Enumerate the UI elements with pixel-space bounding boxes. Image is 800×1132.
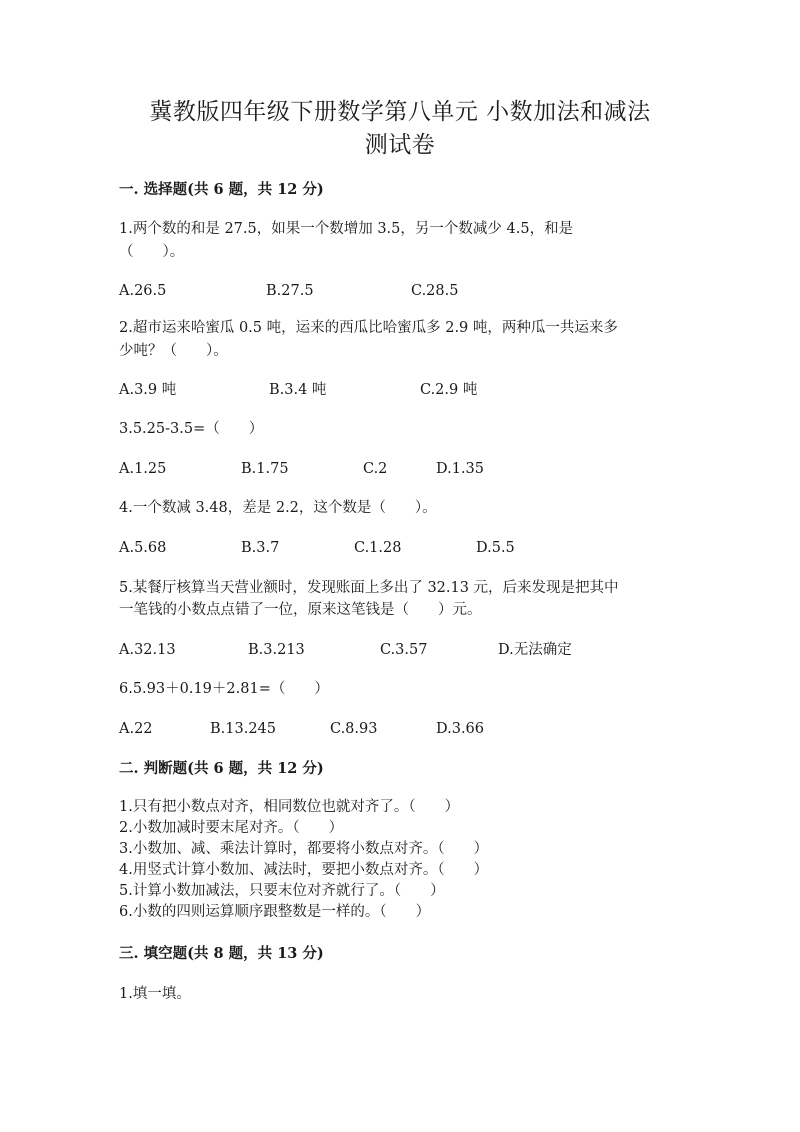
option-b: B.3.7 xyxy=(241,540,280,556)
option-a: A.3.9 吨 xyxy=(119,382,177,398)
section-heading-choice: 一. 选择题(共 6 题，共 12 分) xyxy=(119,181,324,198)
option-b: B.3.4 吨 xyxy=(269,382,327,398)
question-text: 1.两个数的和是 27.5，如果一个数增加 3.5，另一个数减少 4.5，和是 xyxy=(119,221,574,237)
option-c: C.3.57 xyxy=(380,642,428,658)
option-c: C.28.5 xyxy=(411,283,459,299)
option-c: C.2 xyxy=(363,461,388,477)
option-a: A.26.5 xyxy=(119,283,167,299)
option-b: B.13.245 xyxy=(210,721,277,737)
section-heading-judge: 二. 判断题(共 6 题，共 12 分) xyxy=(119,760,324,777)
option-a: A.1.25 xyxy=(119,461,167,477)
judge-item: 4.用竖式计算小数加、减法时，要把小数点对齐。（ ） xyxy=(119,862,489,878)
option-c: C.2.9 吨 xyxy=(420,382,478,398)
option-b: B.27.5 xyxy=(266,283,314,299)
judge-item: 1.只有把小数点对齐，相同数位也就对齐了。（ ） xyxy=(119,799,460,815)
judge-item: 3.小数加、减、乘法计算时，都要将小数点对齐。（ ） xyxy=(119,841,489,857)
option-d: D.1.35 xyxy=(436,461,485,477)
option-a: A.32.13 xyxy=(119,642,176,658)
option-c: C.8.93 xyxy=(330,721,378,737)
judge-item: 6.小数的四则运算顺序跟整数是一样的。（ ） xyxy=(119,904,431,920)
option-a: A.22 xyxy=(119,721,153,737)
option-d: D.3.66 xyxy=(436,721,485,737)
option-b: B.3.213 xyxy=(248,642,305,658)
option-d: D.5.5 xyxy=(476,540,515,556)
fill-item: 1.填一填。 xyxy=(119,986,191,1002)
question-text: 少吨？（ ）。 xyxy=(119,343,228,359)
section-heading-fill: 三. 填空题(共 8 题，共 13 分) xyxy=(119,945,324,962)
question-text: 6.5.93＋0.19＋2.81=（ ） xyxy=(119,681,329,697)
exam-title: 冀教版四年级下册数学第八单元 小数加法和减法 xyxy=(149,99,651,125)
question-text: 4.一个数减 3.48，差是 2.2，这个数是（ ）。 xyxy=(119,500,437,516)
judge-item: 5.计算小数加减法，只要末位对齐就行了。（ ） xyxy=(119,883,445,899)
option-a: A.5.68 xyxy=(119,540,167,556)
question-text: 3.5.25-3.5=（ ） xyxy=(119,421,264,437)
question-text: 5.某餐厅核算当天营业额时，发现账面上多出了 32.13 元，后来发现是把其中 xyxy=(119,580,619,596)
question-text: （ ）。 xyxy=(119,244,185,260)
question-text: 2.超市运来哈蜜瓜 0.5 吨，运来的西瓜比哈蜜瓜多 2.9 吨，两种瓜一共运来多 xyxy=(119,320,618,336)
judge-item: 2.小数加减时要末尾对齐。（ ） xyxy=(119,820,344,836)
option-c: C.1.28 xyxy=(354,540,402,556)
question-text: 一笔钱的小数点点错了一位，原来这笔钱是（ ）元。 xyxy=(119,602,482,618)
option-b: B.1.75 xyxy=(241,461,289,477)
exam-subtitle: 测试卷 xyxy=(364,132,436,158)
option-d: D.无法确定 xyxy=(498,642,572,658)
